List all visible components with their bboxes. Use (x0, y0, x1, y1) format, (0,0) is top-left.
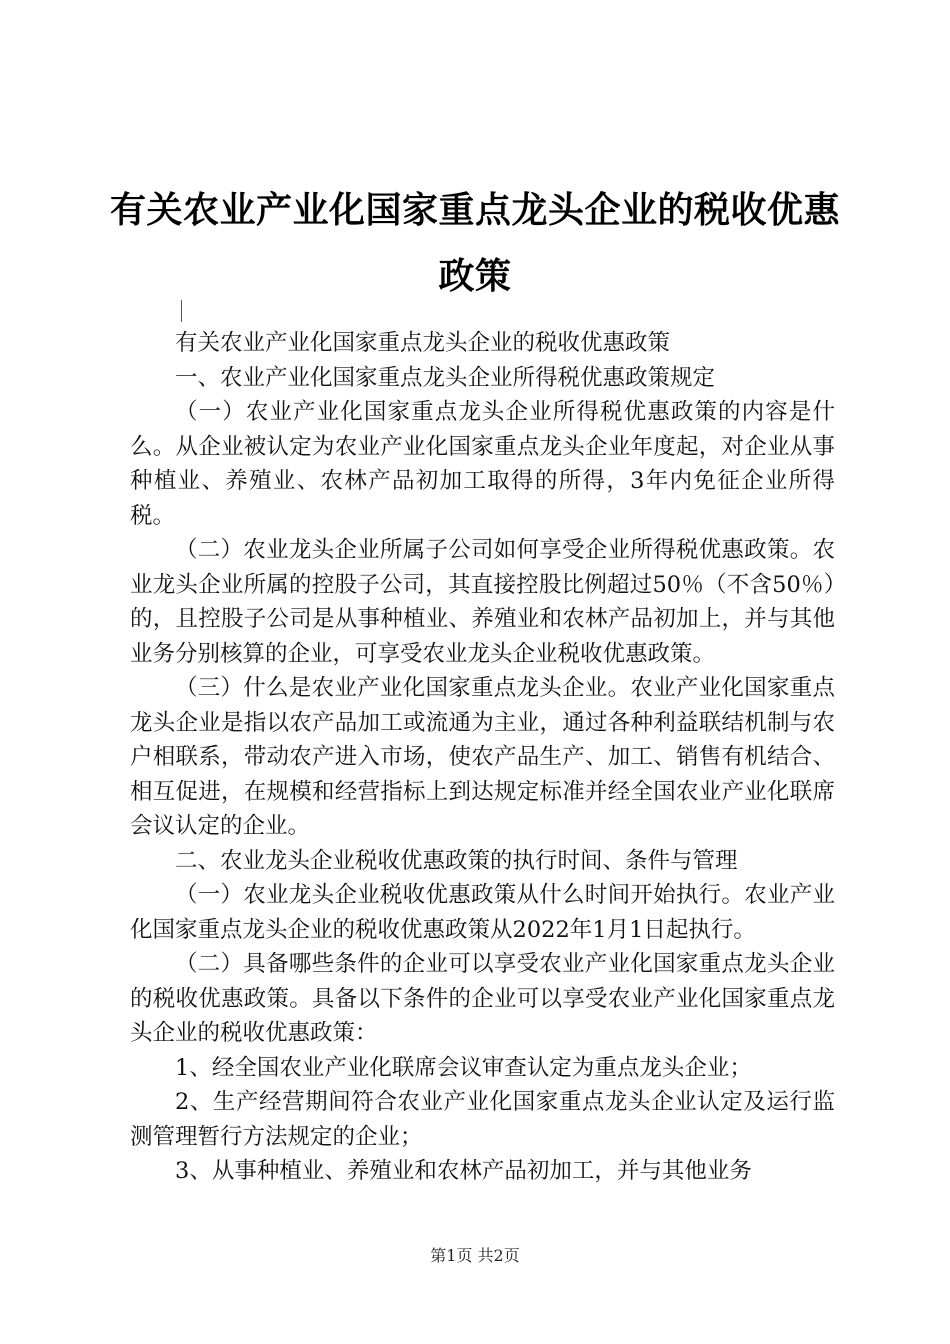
paragraph: 二、农业龙头企业税收优惠政策的执行时间、条件与管理 (175, 847, 738, 874)
paragraph: 2、生产经营期间符合农业产业化国家重点龙头企业认定及运行监测管理暂行方法规定的企业； (130, 1089, 835, 1150)
paragraph: 一、农业产业化国家重点龙头企业所得税优惠政策规定 (175, 364, 716, 391)
paragraph: （二）具备哪些条件的企业可以享受农业产业化国家重点龙头企业的税收优惠政策。具备以下条件的企业可以享受农业产业化国家重点龙头企业的税收优惠政策： (130, 951, 835, 1046)
paragraph: 3、从事种植业、养殖业和农林产品初加工，并与其他业务 (175, 1158, 752, 1184)
page-footer: 第1页 共2页 (430, 1246, 520, 1265)
text-cursor (181, 300, 182, 322)
paragraph: 1、经全国农业产业化联席会议审查认定为重点龙头企业； (175, 1054, 752, 1081)
paragraph: 有关农业产业化国家重点龙头企业的税收优惠政策 (175, 330, 671, 356)
document-title: 有关农业产业化国家重点龙头企业的税收优惠政策 (109, 190, 840, 297)
document-body (130, 326, 835, 1189)
paragraph: （一）农业龙头企业税收优惠政策从什么时间开始执行。农业产业化国家重点龙头企业的税收优惠政策从2022年1月1日起执行。 (130, 882, 835, 943)
paragraph: （一）农业产业化国家重点龙头企业所得税优惠政策的内容是什么。从企业被认定为农业产业化国家重点龙头企业年度起，对企业从事种植业、养殖业、农林产品初加工取得的所得，3年内免征企业所得税。 (130, 399, 835, 529)
paragraph: （二）农业龙头企业所属子公司如何享受企业所得税优惠政策。农业龙头企业所属的控股子公司，其直接控股比例超过50％（不含50％）的，且控股子公司是从事种植业、养殖业和农林产品初加上，并与其他业务分别核算的企业，可享受农业龙头企业税收优惠政策。 (130, 537, 835, 667)
paragraph: （三）什么是农业产业化国家重点龙头企业。农业产业化国家重点龙头企业是指以农产品加工或流通为主业，通过各种利益联结机制与农户相联系，带动农产进入市场，使农产品生产、加工、销售有机结合、相互促进，在规模和经营指标上到达规定标准并经全国农业产业化联席会议认定的企业。 (130, 675, 835, 839)
